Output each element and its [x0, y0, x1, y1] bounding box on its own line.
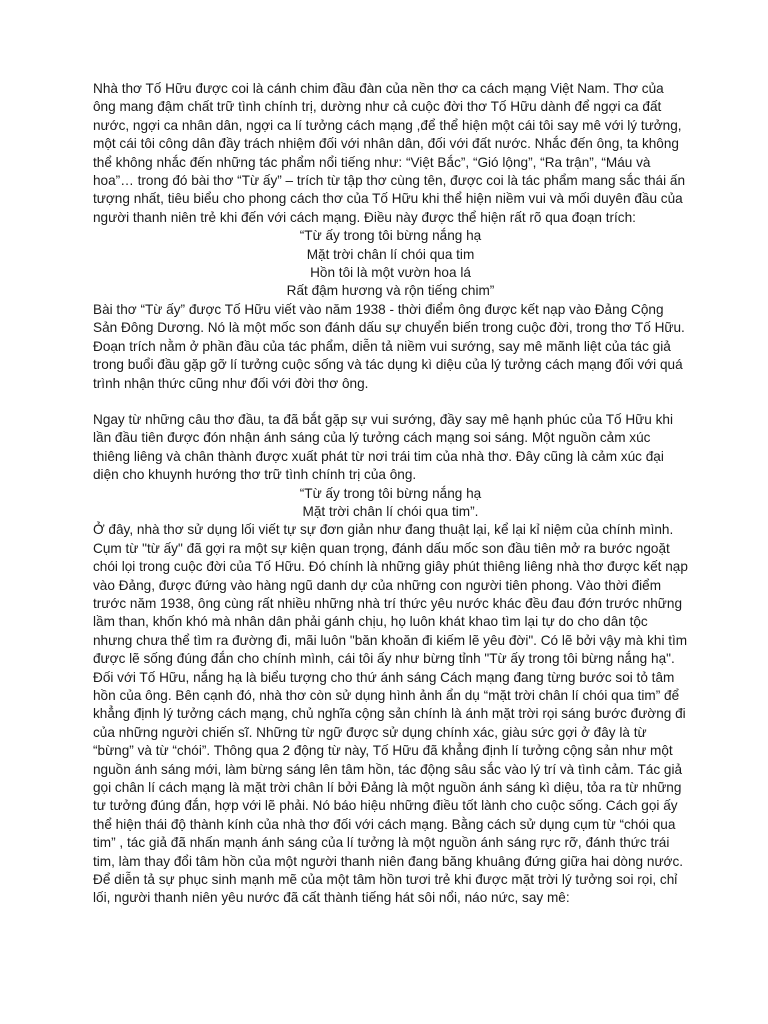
paragraph-analysis-main: Ở đây, nhà thơ sử dụng lối viết tự sự đơn giản như đang thuật lại, kể lại kỉ niệm của chính mình. Cụm từ "từ ấy" đã gợi ra một sự kiện quan trọng, đánh dấu mốc son đầu tiên mở ra bước ngoặt chói lọi trong cuộc đời của Tố Hữu. Đó chính là những giây phút thiêng liêng nhà thơ được kết nạp vào Đảng, được đứng vào hàng ngũ danh dự của những con người tiên phong. Vào thời điểm trước năm 1938, ông cùng rất nhiều những nhà trí thức yêu nước khác đều đau đớn trước những lầm than, khốn khó mà nhân dân phải gánh chịu, họ luôn khát khao tìm lại tự do cho dân tộc nhưng chưa thể tìm ra đường đi, mãi luôn "băn khoăn đi kiếm lẽ yêu đời". Có lẽ bởi vậy mà khi tìm được lẽ sống đúng đắn cho chính mình, cái tôi ấy như bừng tỉnh "Từ ấy trong tôi bừng nắng hạ". Đối với Tố Hữu, nắng hạ là biểu tượng cho thứ ánh sáng Cách mạng đang từng bước soi tỏ tâm hồn của ông. Bên cạnh đó, nhà thơ còn sử dụng hình ảnh ẩn dụ “mặt trời chân lí chói qua tim” để khẳng định lý tưởng cách mạng, chủ nghĩa cộng sản chính là ánh mặt trời rọi sáng bước đường đi của những người chiến sĩ. Những từ ngữ được sử dụng chính xác, giàu sức gợi ở đây là từ “bừng” và từ “chói”. Thông qua 2 động từ này, Tố Hữu đã khẳng định lí tưởng cộng sản như một nguồn ánh sáng mới, làm bừng sáng lên tâm hồn, tác động sâu sắc vào lý trí và tình cảm. Tác giả gọi chân lí cách mạng là mặt trời chân lí bởi Đảng là một nguồn ánh sáng kì diệu, tỏa ra từ những tư tưởng đúng đắn, hợp với lẽ phải. Nó báo hiệu những điều tốt lành cho cuộc sống. Cách gọi ấy thể hiện thái độ thành kính của nhà thơ đối với cách mạng. Bằng cách sử dụng cụm từ “chói qua tim” , tác giả đã nhấn mạnh ánh sáng của lí tưởng là một nguồn ánh sáng rực rỡ, đánh thức trái tim, làm thay đổi tâm hồn của một người thanh niên đang băng khuâng đứng giữa hai dòng nước.: [93, 522, 688, 869]
poem-excerpt-1: [93, 227, 688, 301]
paragraph-context: Bài thơ “Từ ấy” được Tố Hữu viết vào năm 1938 - thời điểm ông được kết nạp vào Đảng Cộng Sản Đông Dương. Nó là một mốc son đánh dấu sự chuyển biến trong cuộc đời, trong thơ Tố Hữu. Đoạn trích nằm ở phần đầu của tác phẩm, diễn tả niềm vui sướng, say mê mãnh liệt của tác giả trong buổi đầu gặp gỡ lí tưởng cuộc sống và tác dụng kì diệu của lý tưởng cách mạng đối với quá trình nhận thức cũng như đối với đời thơ ông.: [93, 301, 685, 391]
poem-excerpt-2: [93, 485, 688, 522]
paragraph-analysis-intro: Ngay từ những câu thơ đầu, ta đã bắt gặp sự vui sướng, đầy say mê hạnh phúc của Tố Hữu khi lần đầu tiên được đón nhận ánh sáng của lý tưởng cách mạng soi sáng. Một nguồn cảm xúc thiêng liêng và chân thành được xuất phát từ nơi trái tim của nhà thơ. Đây cũng là cảm xúc đại diện cho khuynh hướng thơ trữ tình chính trị của ông.: [93, 411, 673, 483]
poem-line: Mặt trời chân lí chói qua tim”.: [302, 503, 479, 519]
poem-line: “Từ ấy trong tôi bừng nắng hạ: [299, 485, 482, 501]
poem-line: Hồn tôi là một vườn hoa lá: [310, 265, 471, 281]
poem-line: “Từ ấy trong tôi bừng nắng hạ: [299, 228, 482, 244]
poem-line: Rất đậm hương và rộn tiếng chim”: [286, 283, 495, 299]
paragraph-transition: Để diễn tả sự phục sinh mạnh mẽ của một tâm hồn tươi trẻ khi được mặt trời lý tưởng soi rọi, chỉ lối, người thanh niên yêu nước đã cất thành tiếng hát sôi nổi, náo nức, say mê:: [93, 872, 678, 906]
poem-line: Mặt trời chân lí chói qua tim: [306, 246, 475, 262]
paragraph-gap: [93, 393, 688, 411]
paragraph-intro: Nhà thơ Tố Hữu được coi là cánh chim đầu đàn của nền thơ ca cách mạng Việt Nam. Thơ của ông mang đậm chất trữ tình chính trị, dường như cả cuộc đời thơ Tố Hữu dành để ngợi ca đất nước, ngợi ca nhân dân, ngợi ca lí tưởng cách mạng ,để thể hiện một cái tôi say mê với lý tưởng, một cái tôi công dân đầy trách nhiệm đối với nhân dân, đối với đất nước. Nhắc đến ông, ta không thể không nhắc đến những tác phẩm nổi tiếng như: “Việt Bắc”, “Gió lộng”, “Ra trận”, “Máu và hoa”… trong đó bài thơ “Từ ấy” – trích từ tập thơ cùng tên, được coi là tác phẩm mang sắc thái ấn tượng nhất, tiêu biểu cho phong cách thơ của Tố Hữu khi thể hiện niềm vui và mối duyên đầu của người thanh niên trẻ khi đến với cách mạng. Điều này được thể hiện rất rõ qua đoạn trích:: [93, 81, 686, 225]
